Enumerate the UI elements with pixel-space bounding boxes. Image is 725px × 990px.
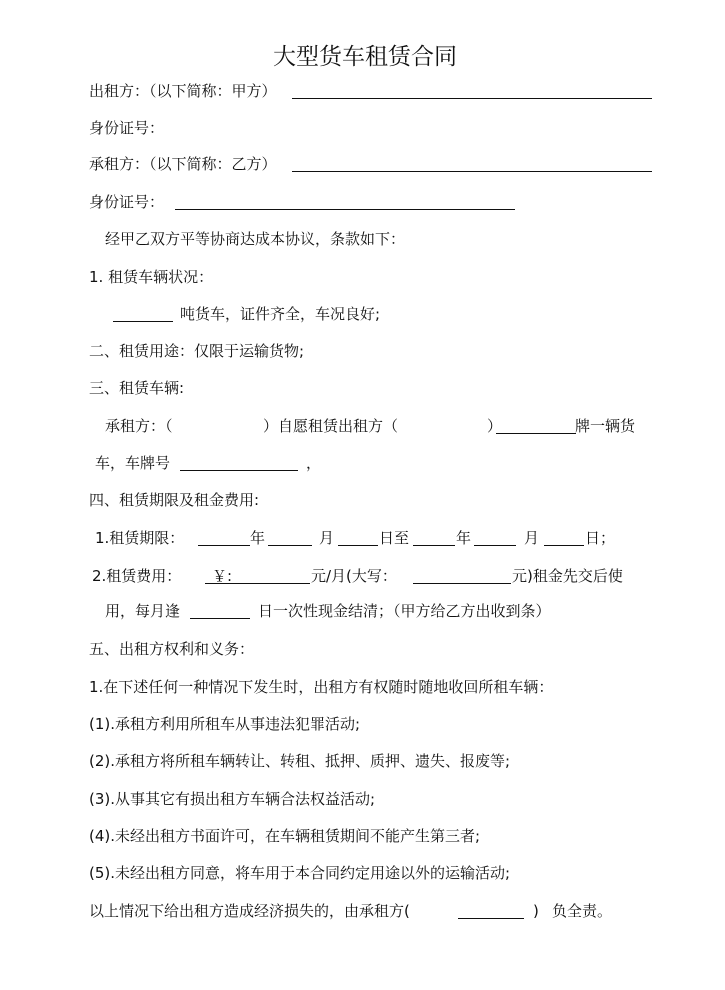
list-item — [0, 824, 725, 848]
lessee-line — [0, 152, 725, 176]
list-item-text: (2).承租方将所租车辆转让、转租、抵押、质押、遗失、报废等; — [89, 752, 511, 770]
monthly-amount-blank — [205, 583, 310, 584]
vehicle-brand-blank — [496, 433, 576, 434]
section-2-heading — [0, 339, 725, 363]
lessor-id-line — [0, 116, 725, 140]
start-year-blank — [198, 545, 250, 546]
intro-text: 经甲乙双方平等协商达成本协议，条款如下： — [105, 230, 406, 248]
section-3-heading-text: 三、租赁车辆: — [89, 379, 185, 397]
end-day-label: 日； — [585, 529, 616, 547]
section-5-heading — [0, 637, 725, 661]
section-5-intro-text: 1.在下述任何一种情况下发生时，出租方有权随时随地收回所租车辆： — [89, 678, 554, 696]
lessee-id-line — [0, 190, 725, 214]
full-responsibility-text: 负全责。 — [552, 902, 613, 920]
plate-number-blank — [180, 470, 298, 471]
list-item — [0, 787, 725, 811]
per-month-label: 元/月(大写： — [311, 567, 397, 585]
lessor-name-blank — [292, 98, 652, 99]
lessee-id-label: 身份证号： — [89, 193, 165, 211]
section-4-heading — [0, 488, 725, 512]
tonnage-blank — [113, 321, 173, 322]
list-item-text: (3).从事其它有损出租方车辆合法权益活动; — [89, 790, 376, 808]
lessor-id-label: 身份证号： — [89, 119, 165, 137]
start-year-label: 年 — [250, 529, 266, 547]
lease-fee-label: 2.租赁费用： — [92, 567, 182, 585]
start-month-blank — [268, 545, 312, 546]
lessor-line — [0, 79, 725, 103]
section-5-closing — [0, 899, 725, 923]
lease-term-label: 1.租赁期限： — [95, 529, 185, 547]
list-item-text: (5).未经出租方同意，将车用于本合同约定用途以外的运输活动; — [89, 864, 511, 882]
list-item — [0, 861, 725, 885]
yen-sign: ￥: — [212, 567, 233, 585]
lessee-label: 承租方：（以下简称：乙方） — [89, 155, 277, 173]
voluntary-lease-text: ）自愿租赁出租方（ — [263, 417, 399, 435]
document-title: 大型货车租赁合同 — [273, 44, 457, 70]
section-1-heading-text: 1. 租赁车辆状况： — [89, 268, 214, 286]
end-month-label: 月 — [524, 529, 540, 547]
section-5-heading-text: 五、出租方权利和义务： — [89, 640, 255, 658]
lease-fee-line — [0, 564, 725, 588]
lease-fee-line-2 — [0, 599, 725, 623]
section-3-heading — [0, 376, 725, 400]
section-1-body — [0, 302, 725, 326]
start-month-label: 月 — [319, 529, 335, 547]
closing-paren: ) — [533, 902, 539, 920]
prepay-text: 元)租金先交后使 — [512, 567, 623, 585]
end-month-blank — [474, 545, 516, 546]
intro-line — [0, 227, 725, 251]
lessee-paren-open: 承租方：（ — [105, 417, 173, 435]
end-year-blank — [413, 545, 455, 546]
start-day-to-label: 日至 — [379, 529, 410, 547]
responsible-party-blank — [458, 918, 524, 919]
list-item-text: (1).承租方利用所租车从事违法犯罪活动; — [89, 715, 361, 733]
lessor-paren-close: ） — [487, 417, 503, 435]
plate-label: 车，车牌号 — [95, 454, 171, 472]
lessor-label: 出租方：（以下简称：甲方） — [89, 82, 277, 100]
closing-text: 以上情况下给出租方造成经济损失的，由承租方( — [89, 902, 410, 920]
end-day-blank — [544, 545, 584, 546]
section-4-heading-text: 四、租赁期限及租金费用: — [89, 491, 260, 509]
monthly-on-label: 用，每月逢 — [105, 602, 181, 620]
list-item — [0, 749, 725, 773]
start-day-blank — [338, 545, 378, 546]
section-3-line-2 — [0, 451, 725, 475]
section-3-line-1 — [0, 414, 725, 438]
end-year-label: 年 — [456, 529, 472, 547]
lease-term-line — [0, 526, 725, 550]
cash-settlement-text: 日一次性现金结清；（甲方给乙方出收到条） — [258, 602, 551, 620]
lessee-name-blank — [292, 171, 652, 172]
section-5-intro — [0, 675, 725, 699]
amount-in-words-blank — [413, 583, 511, 584]
plate-comma: ， — [306, 454, 322, 472]
payment-day-blank — [190, 618, 250, 619]
section-1-body-text: 吨货车，证件齐全，车况良好; — [180, 305, 381, 323]
section-1-heading — [0, 265, 725, 289]
vehicle-brand-text: 牌一辆货 — [575, 417, 636, 435]
list-item — [0, 712, 725, 736]
list-item-text: (4).未经出租方书面许可，在车辆租赁期间不能产生第三者; — [89, 827, 481, 845]
section-2-heading-text: 二、租赁用途：仅限于运输货物; — [89, 342, 305, 360]
lessee-id-blank — [175, 209, 515, 210]
